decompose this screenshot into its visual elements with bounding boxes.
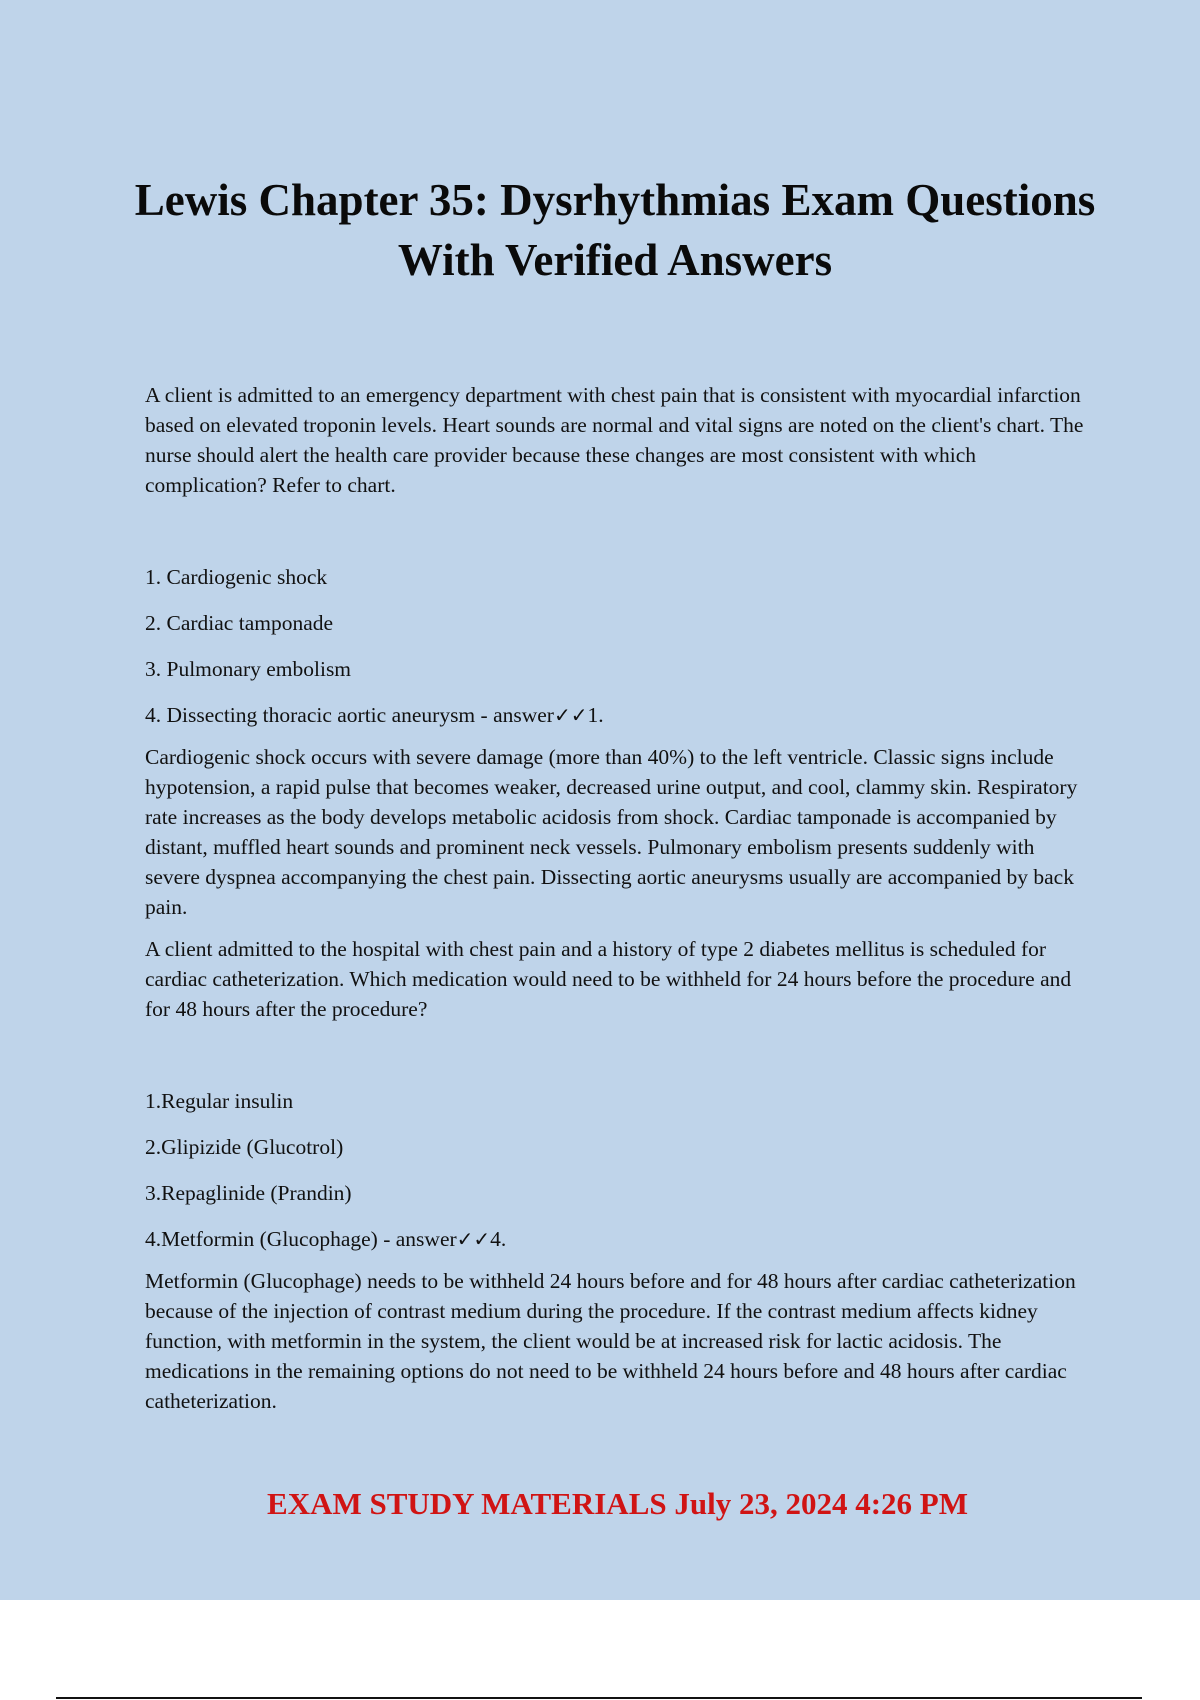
question-1-stem: A client is admitted to an emergency department with chest pain that is consistent with myocardial infarction based on elevated troponin levels. Heart sounds are normal and vital signs are noted on the client's chart. The nurse should alert the health care provider because these changes are most consistent with which complication? Refer to chart. bbox=[145, 383, 1084, 497]
checkmark-icon: ✓✓ bbox=[553, 703, 588, 727]
question-2-stem: A client admitted to the hospital with chest pain and a history of type 2 diabetes mellitus is scheduled for cardiac catheterization. Which medication would need to be withheld for 24 hours before the procedure and for 48 hours after the procedure? bbox=[145, 937, 1072, 1021]
exam-materials-stamp: EXAM STUDY MATERIALS July 23, 2024 4:26 PM bbox=[267, 1486, 968, 1521]
checkmark-icon: ✓✓ bbox=[456, 1227, 491, 1251]
question-2-option-2: 2.Glipizide (Glucotrol) bbox=[145, 1135, 344, 1159]
question-2-explanation: Metformin (Glucophage) needs to be withheld 24 hours before and for 48 hours after cardiac catheterization because of the injection of contrast medium during the procedure. If the contrast medium affects kidney function, with metformin in the system, the client would be at increased risk for lactic acidosis. The medications in the remaining options do not need to be withheld 24 hours before and 48 hours after cardiac catheterization. bbox=[145, 1269, 1076, 1413]
page-divider bbox=[56, 1697, 1142, 1699]
question-1-answer: 1. bbox=[587, 703, 604, 727]
question-2-option-4-text: 4.Metformin (Glucophage) - answer bbox=[145, 1227, 457, 1251]
question-1-option-3: 3. Pulmonary embolism bbox=[145, 657, 352, 681]
question-2-answer: 4. bbox=[490, 1227, 507, 1251]
question-1-explanation: Cardiogenic shock occurs with severe damage (more than 40%) to the left ventricle. Classic signs include hypotension, a rapid pulse that becomes weaker, decreased urine output, and cool, clammy skin. Respiratory rate increases as the body develops metabolic acidosis from shock. Cardiac tamponade is accompanied by distant, muffled heart sounds and prominent neck vessels. Pulmonary embolism presents suddenly with severe dyspnea accompanying the chest pain. Dissecting aortic aneurysms usually are accompanied by back pain. bbox=[145, 745, 1078, 919]
question-1-option-4 bbox=[145, 700, 1090, 730]
document-body bbox=[145, 380, 1090, 1428]
question-2-option-3: 3.Repaglinide (Prandin) bbox=[145, 1181, 352, 1205]
question-1-option-1: 1. Cardiogenic shock bbox=[145, 565, 328, 589]
document-title: Lewis Chapter 35: Dysrhythmias Exam Questions With Verified Answers bbox=[134, 175, 1096, 285]
question-2-option-4 bbox=[145, 1224, 1090, 1254]
question-1-option-4-text: 4. Dissecting thoracic aortic aneurysm - answer bbox=[145, 703, 554, 727]
question-1-option-2: 2. Cardiac tamponade bbox=[145, 611, 334, 635]
question-2-option-1: 1.Regular insulin bbox=[145, 1089, 294, 1113]
